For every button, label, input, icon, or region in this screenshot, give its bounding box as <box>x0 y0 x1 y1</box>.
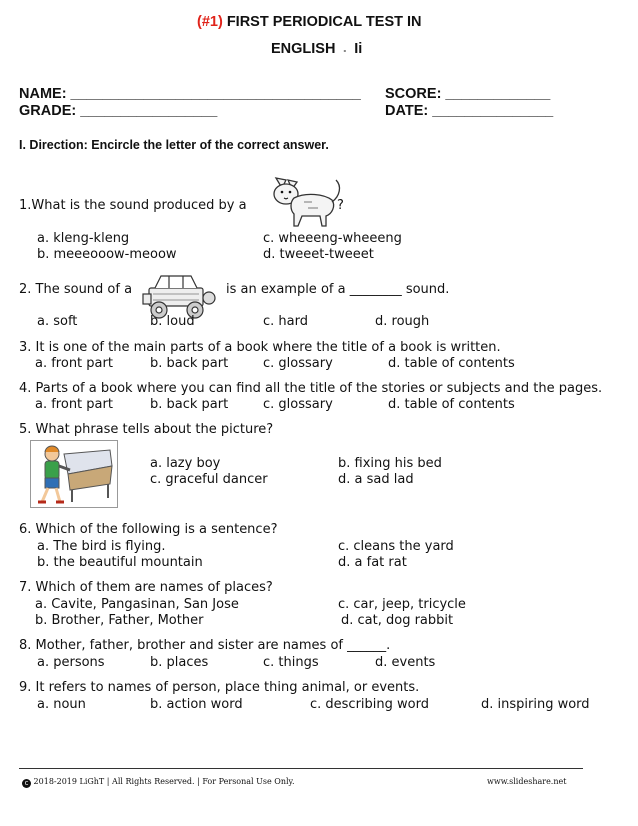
direction: I. Direction: Encircle the letter of the correct answer. <box>19 138 329 152</box>
footer-divider <box>19 768 583 769</box>
q7-option-c[interactable]: c. car, jeep, tricycle <box>338 597 466 612</box>
q1-option-d[interactable]: d. tweeet-tweeet <box>263 247 374 262</box>
q4-option-a[interactable]: a. front part <box>35 397 113 412</box>
cat-picture <box>268 172 344 230</box>
q6-option-a[interactable]: a. The bird is flying. <box>37 539 166 554</box>
title-line1: FIRST PERIODICAL TEST IN <box>226 14 422 30</box>
q5-option-c[interactable]: c. graceful dancer <box>150 472 268 487</box>
question-5-text: 5. What phrase tells about the picture? <box>19 422 274 437</box>
question-4-text: 4. Parts of a book where you can find all the title of the stories or subjects and the pages. <box>19 381 603 396</box>
q1-option-c[interactable]: c. wheeeng-wheeeng <box>263 231 402 246</box>
q3-option-c[interactable]: c. glossary <box>263 356 333 371</box>
title-dot: - <box>343 46 347 55</box>
question-1-qmark: ? <box>337 198 344 213</box>
footer-copyright-text: 2018-2019 LiGhT | All Rights Reserved. | For Personal Use Only. <box>33 777 295 786</box>
q8-option-c[interactable]: c. things <box>263 655 319 670</box>
q4-option-c[interactable]: c. glossary <box>263 397 333 412</box>
q9-option-c[interactable]: c. describing word <box>310 697 429 712</box>
q8-option-d[interactable]: d. events <box>375 655 436 670</box>
question-9-text: 9. It refers to names of person, place thing animal, or events. <box>19 680 420 695</box>
q8-option-b[interactable]: b. places <box>150 655 209 670</box>
q1-option-b[interactable]: b. meeeooow-meoow <box>37 247 177 262</box>
q5-option-d[interactable]: d. a sad lad <box>338 472 414 487</box>
q6-option-b[interactable]: b. the beautiful mountain <box>37 555 203 570</box>
q4-option-b[interactable]: b. back part <box>150 397 229 412</box>
q8-option-a[interactable]: a. persons <box>37 655 105 670</box>
score-field: SCORE: _____________ <box>385 86 551 102</box>
q3-option-d[interactable]: d. table of contents <box>388 356 515 371</box>
question-8-text: 8. Mother, father, brother and sister are names of ______. <box>19 638 391 653</box>
question-3-text: 3. It is one of the main parts of a book where the title of a book is written. <box>19 340 501 355</box>
q9-option-a[interactable]: a. noun <box>37 697 86 712</box>
question-2-text-end: is an example of a ________ sound. <box>226 282 450 297</box>
q2-option-b[interactable]: b. loud <box>150 314 195 329</box>
title-line2: ENGLISH <box>271 41 336 57</box>
grade-field: GRADE: _________________ <box>19 103 218 119</box>
test-subject <box>271 41 362 57</box>
question-7-text: 7. Which of them are names of places? <box>19 580 273 595</box>
q7-option-a[interactable]: a. Cavite, Pangasinan, San Jose <box>35 597 239 612</box>
footer-left <box>22 777 295 788</box>
q5-option-b[interactable]: b. fixing his bed <box>338 456 442 471</box>
question-6-text: 6. Which of the following is a sentence? <box>19 522 278 537</box>
footer-site[interactable]: www.slideshare.net <box>487 777 567 786</box>
name-field: NAME: ____________________________________ <box>19 86 361 102</box>
q9-option-b[interactable]: b. action word <box>150 697 243 712</box>
question-2-text-start: 2. The sound of a <box>19 282 133 297</box>
q9-option-d[interactable]: d. inspiring word <box>481 697 590 712</box>
q4-option-d[interactable]: d. table of contents <box>388 397 515 412</box>
q2-option-d[interactable]: d. rough <box>375 314 430 329</box>
q6-option-c[interactable]: c. cleans the yard <box>338 539 454 554</box>
q7-option-d[interactable]: d. cat, dog rabbit <box>341 613 454 628</box>
test-number: (#1) <box>197 14 223 30</box>
q3-option-b[interactable]: b. back part <box>150 356 229 371</box>
q1-option-a[interactable]: a. kleng-kleng <box>37 231 130 246</box>
q3-option-a[interactable]: a. front part <box>35 356 113 371</box>
question-1-text: 1.What is the sound produced by a <box>19 198 247 213</box>
date-field: DATE: _______________ <box>385 103 554 119</box>
title-level: Ii <box>354 41 363 57</box>
q6-option-d[interactable]: d. a fat rat <box>338 555 407 570</box>
q2-option-a[interactable]: a. soft <box>37 314 78 329</box>
copyright-icon: c <box>22 779 31 788</box>
test-title <box>197 14 422 30</box>
boy-fixing-bed-picture <box>30 440 118 508</box>
q7-option-b[interactable]: b. Brother, Father, Mother <box>35 613 204 628</box>
q2-option-c[interactable]: c. hard <box>263 314 308 329</box>
q5-option-a[interactable]: a. lazy boy <box>150 456 221 471</box>
